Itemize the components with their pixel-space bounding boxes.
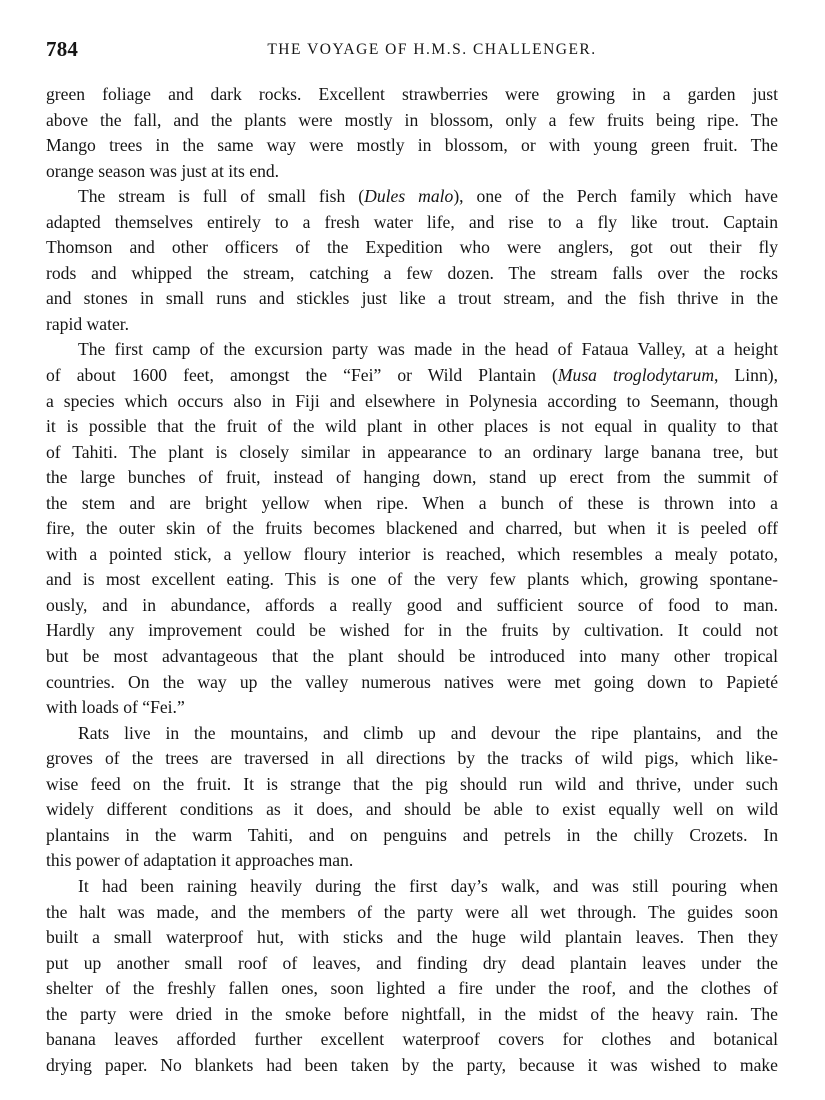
paragraph xyxy=(46,721,778,874)
text-line: ously, and in abundance, affords a really good and sufficient source of food to man. xyxy=(46,594,778,615)
text-line: of Tahiti. The plant is closely similar in appearance to an ordinary large banana tree, but xyxy=(46,441,778,462)
running-head xyxy=(46,34,778,64)
text-line: the stem and are bright yellow when ripe. When a bunch of these is thrown into a xyxy=(46,492,778,513)
text-line: countries. On the way up the valley numerous natives were met going down to Papieté xyxy=(46,671,778,692)
paragraph xyxy=(46,82,778,184)
text-line: groves of the trees are traversed in all directions by the tracks of wild pigs, which like- xyxy=(46,748,778,769)
text-line: orange season was just at its end. xyxy=(46,160,280,181)
text-line: green foliage and dark rocks. Excellent strawberries were growing in a garden just xyxy=(46,84,778,104)
text-line xyxy=(46,184,778,210)
text-line: this power of adaptation it approaches man. xyxy=(46,850,354,871)
text-line: above the fall, and the plants were mostly in blossom, only a few fruits being ripe. The xyxy=(46,109,778,130)
book-page xyxy=(46,34,778,1078)
page-number: 784 xyxy=(46,37,79,61)
text-line: the large bunches of fruit, instead of hanging down, stand up erect from the summit of xyxy=(46,467,778,488)
text-line: drying paper. No blankets had been taken by the party, because it was wished to make xyxy=(46,1054,778,1075)
text-line: The first camp of the excursion party was made in the head of Fataua Valley, at a height xyxy=(78,339,778,360)
text-line: Rats live in the mountains, and climb up and devour the ripe plantains, and the xyxy=(78,722,778,743)
scientific-name: Dules malo xyxy=(364,186,454,207)
text-line: a species which occurs also in Fiji and elsewhere in Polynesia according to Seemann, though xyxy=(46,390,778,411)
text-line: It had been raining heavily during the first day’s walk, and was still pouring when xyxy=(78,875,778,896)
running-title: THE VOYAGE OF H.M.S. CHALLENGER. xyxy=(267,41,597,58)
text-line: wise feed on the fruit. It is strange that the pig should run wild and thrive, under such xyxy=(46,773,778,794)
text-line: shelter of the freshly fallen ones, soon lighted a fire under the roof, and the clothes of xyxy=(46,978,778,999)
text-line: fire, the outer skin of the fruits becomes blackened and charred, but when it is peeled off xyxy=(46,518,778,539)
text-line: rods and whipped the stream, catching a few dozen. The stream falls over the rocks xyxy=(46,262,778,283)
scientific-name: Musa troglodytarum xyxy=(557,365,715,386)
text-line: Hardly any improvement could be wished for in the fruits by cultivation. It could not xyxy=(46,620,778,641)
text-line: and is most excellent eating. This is one of the very few plants which, growing spontane- xyxy=(46,569,778,590)
body-text xyxy=(46,82,778,1078)
text-line: banana leaves afforded further excellent waterproof covers for clothes and botanical xyxy=(46,1029,778,1050)
text-line: with loads of “Fei.” xyxy=(46,697,185,718)
text-line: it is possible that the fruit of the wild plant in other places is not equal in quality to that xyxy=(46,416,778,437)
paragraph xyxy=(46,337,778,720)
text-line: the halt was made, and the members of the party were all wet through. The guides soon xyxy=(46,901,778,922)
text-line: and stones in small runs and stickles just like a trout stream, and the fish thrive in the xyxy=(46,288,778,309)
text-line: the party were dried in the smoke before nightfall, in the midst of the heavy rain. The xyxy=(46,1003,778,1024)
paragraph xyxy=(46,874,778,1078)
text-line: plantains in the warm Tahiti, and on penguins and petrels in the chilly Crozets. In xyxy=(46,824,778,845)
text-line: rapid water. xyxy=(46,313,130,334)
text-line: with a pointed stick, a yellow floury interior is reached, which resembles a mealy potato, xyxy=(46,543,778,564)
text-line xyxy=(46,363,778,389)
text-line: built a small waterproof hut, with sticks and the huge wild plantain leaves. Then they xyxy=(46,927,778,948)
text-line: put up another small roof of leaves, and finding dry dead plantain leaves under the xyxy=(46,952,778,973)
text-line: Thomson and other officers of the Expedition who were anglers, got out their fly xyxy=(46,237,778,258)
text-line: Mango trees in the same way were mostly in blossom, or with young green fruit. The xyxy=(46,135,778,156)
text-line: adapted themselves entirely to a fresh water life, and rise to a fly like trout. Captain xyxy=(46,211,778,232)
text-segment: of about 1600 feet, amongst the “Fei” or Wild Plantain ( xyxy=(46,365,558,386)
text-line: but be most advantageous that the plant should be introduced into many other tropical xyxy=(46,646,778,667)
paragraph xyxy=(46,184,778,337)
text-segment: ), one of the Perch family which have xyxy=(453,186,778,207)
text-line: widely different conditions as it does, and should be able to exist equally well on wild xyxy=(46,799,778,820)
text-segment: The stream is full of small fish ( xyxy=(78,186,365,207)
text-segment: , Linn), xyxy=(714,365,778,386)
